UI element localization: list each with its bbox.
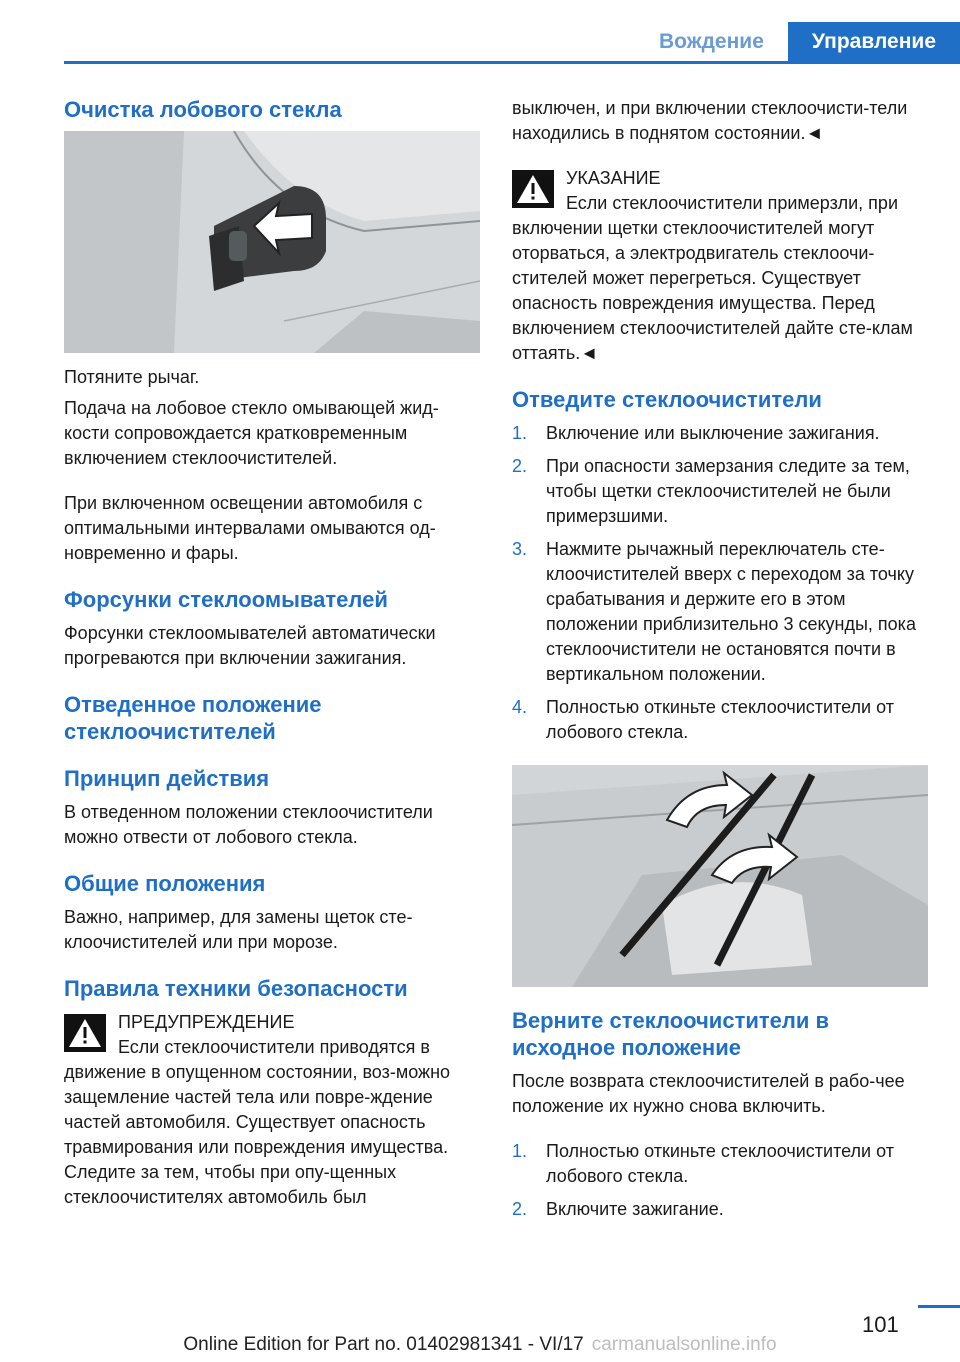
section-title-return-wipers: Верните стеклоочистители в исходное положение — [512, 1008, 830, 1060]
section-title-folded-position: Отведенное положение стеклоочистителей — [64, 692, 322, 744]
paragraph-washer-fluid: Подача на лобовое стекло омывающей жид-кости сопровождается кратковременным включением стеклоочистителей. — [64, 398, 439, 468]
tab-driving[interactable]: Вождение — [635, 22, 788, 62]
paragraph-return: После возврата стеклоочистителей в рабо-чее положение их нужно снова включить. — [512, 1071, 905, 1116]
wipers-folded-illustration — [512, 765, 928, 987]
list-item: 3. Нажмите рычажный переключатель сте-клоочистителей вверх с переходом за точку срабатывания и держите его в этом положении приблизительно 3 секунды, пока стеклоочистители не остановятся почти в вертикальном положении. — [512, 539, 916, 684]
list-item: 2. При опасности замерзания следите за тем, чтобы щетки стеклоочистителей не были примерзшими. — [512, 456, 910, 526]
section-title-safety: Правила техники безопасности — [64, 976, 408, 1001]
note-block — [512, 166, 928, 366]
section-title-washer-nozzles: Форсунки стеклоомывателей — [64, 587, 388, 612]
list-item: 1. Включение или выключение зажигания. — [512, 423, 880, 443]
watermark-text: carmanualsonline.info — [591, 1334, 777, 1355]
steps-fold-wipers — [512, 421, 928, 745]
section-title-principle: Принцип действия — [64, 766, 270, 791]
warning-title: ПРЕДУПРЕЖДЕНИЕ — [118, 1012, 295, 1032]
list-item: 1. Полностью откиньте стеклоочистители от лобового стекла. — [512, 1141, 894, 1186]
tab-controls[interactable]: Управление — [788, 22, 960, 62]
paragraph-general: Важно, например, для замены щеток сте-клоочистителей или при морозе. — [64, 907, 413, 952]
note-text: Если стеклоочистители примерзли, при включении щетки стеклоочистителей могут оторваться, а электродвигатель стеклоочи-стителей может перегреться. Существует опасность повреждения имущества. Перед включением стеклоочистителей дайте сте-клам оттаять.◄ — [512, 193, 913, 363]
section-title-general: Общие положения — [64, 871, 266, 896]
edition-text: Online Edition for Part no. 01402981341 - VI/17 — [183, 1334, 584, 1355]
header-tabs — [635, 22, 960, 62]
section-title-fold-wipers: Отведите стеклоочистители — [512, 387, 822, 412]
paragraph-continued: выключен, и при включении стеклоочисти-тели находились в поднятом состоянии.◄ — [512, 98, 908, 143]
right-column — [512, 96, 928, 1230]
steps-return-wipers — [512, 1139, 928, 1222]
list-item: 2. Включите зажигание. — [512, 1199, 724, 1219]
footer-rule — [918, 1305, 960, 1308]
left-column — [64, 96, 480, 1210]
footer — [0, 1334, 960, 1356]
warning-icon — [512, 170, 554, 208]
paragraph-pull-lever: Потяните рычаг. — [64, 367, 200, 387]
warning-block — [64, 1010, 480, 1210]
header-rule — [64, 61, 960, 64]
wiper-lever-illustration — [64, 131, 480, 353]
paragraph-headlights: При включенном освещении автомобиля с оптимальными интервалами омываются од-новременно и фары. — [64, 493, 436, 563]
list-item: 4. Полностью откиньте стеклоочистители от лобового стекла. — [512, 697, 894, 742]
note-title: УКАЗАНИЕ — [566, 168, 661, 188]
warning-icon — [64, 1014, 106, 1052]
page-number: 101 — [862, 1312, 899, 1337]
paragraph-nozzles-heated: Форсунки стеклоомывателей автоматически прогреваются при включении зажигания. — [64, 623, 436, 668]
paragraph-principle: В отведенном положении стеклоочистители можно отвести от лобового стекла. — [64, 802, 433, 847]
warning-text: Если стеклоочистители приводятся в движение в опущенном состоянии, воз-можно защемление частей тела или повре-ждение частей автомобиля. Существует опасность травмирования или повреждения имущества. Следите за тем, чтобы при опу-щенных стеклоочистителях автомобиль был — [64, 1037, 451, 1207]
section-title-windshield-cleaning: Очистка лобового стекла — [64, 97, 342, 122]
